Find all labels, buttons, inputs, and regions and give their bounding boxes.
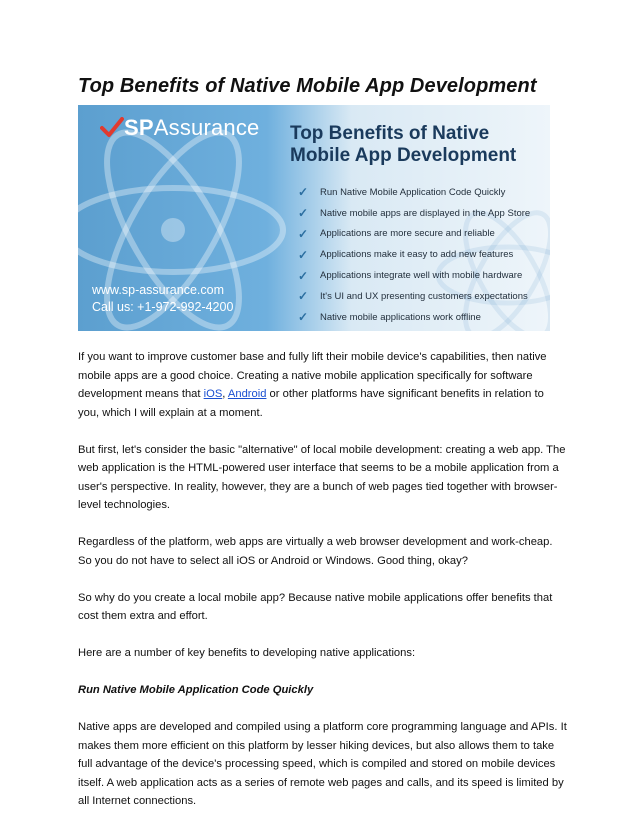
benefit-item: ✓ Applications make it easy to add new features (298, 247, 514, 262)
banner-title-line: Top Benefits of Native (290, 123, 490, 144)
checkmark-icon: ✓ (298, 185, 309, 200)
checkmark-icon: ✓ (298, 206, 309, 221)
paragraph: If you want to improve customer base and fully lift their mobile device's capabilities, then native mobile apps are a good choice. Creating a native mobile application specifically for software development means that iOS, Android or other platforms have significant benefits in relation to you, which I will explain at a moment. (78, 351, 547, 419)
paragraph: Regardless of the platform, web apps are virtually a web browser development and work-cheap. So you do not have to select all iOS or Android or Windows. Good thing, okay? (78, 536, 553, 567)
banner-title-line: Mobile App Development (290, 145, 517, 166)
benefit-item: ✓ Native mobile apps are displayed in the App Store (298, 206, 531, 221)
hero-banner-image (78, 105, 550, 331)
banner-phone: Call us: +1-972-992-4200 (92, 300, 234, 314)
checkmark-icon: ✓ (298, 247, 309, 262)
article-body (78, 348, 568, 829)
android-link[interactable]: Android (227, 388, 267, 400)
page-title: Top Benefits of Native Mobile App Development (78, 75, 537, 97)
paragraph: Here are a number of key benefits to developing native applications: (78, 647, 416, 659)
banner-contact (92, 282, 233, 316)
paragraph: So why do you create a local mobile app? Because native mobile applications offer benefits that cost them extra and effort. (78, 591, 553, 622)
ios-link[interactable]: iOS (203, 388, 223, 400)
paragraph: But first, let's consider the basic "alternative" of local mobile development: creating a web app. The web application is the HTML-powered user interface that seems to be a mobile application from a user's perspective. In reality, however, they are a bunch of web pages tied together with browser-level technologies. (78, 443, 566, 511)
checkmark-icon: ✓ (298, 226, 309, 241)
checkmark-icon: ✓ (298, 310, 309, 325)
banner-title (290, 123, 516, 167)
paragraph: Native apps are developed and compiled using a platform core programming language and APIs. It makes them more efficient on this platform by lesser hiking devices, but also allows them to take full advantage of the device's processing speed, which is compiled and stored on mobile devices itself. A web application acts as a series of remote web pages and calls, and its speed is limited by all Internet connections. (78, 721, 567, 807)
banner-benefits-list (298, 182, 530, 328)
benefit-item: ✓ Applications are more secure and reliable (298, 226, 495, 241)
benefit-item: ✓ Run Native Mobile Application Code Quickly (298, 185, 506, 200)
benefit-item: ✓ Applications integrate well with mobile hardware (298, 268, 523, 283)
benefit-item: ✓ Native mobile applications work offline (298, 310, 481, 325)
banner-website: www.sp-assurance.com (92, 283, 224, 297)
checkmark-icon: ✓ (298, 268, 309, 283)
checkmark-icon: ✓ (298, 289, 309, 304)
logo-text: SPAssurance (124, 115, 260, 140)
logo-checkmark-icon (100, 117, 124, 139)
benefit-item: ✓ It's UI and UX presenting customers expectations (298, 289, 528, 304)
spassurance-logo (100, 115, 260, 141)
section-subheading: Run Native Mobile Application Code Quickly (78, 684, 314, 696)
